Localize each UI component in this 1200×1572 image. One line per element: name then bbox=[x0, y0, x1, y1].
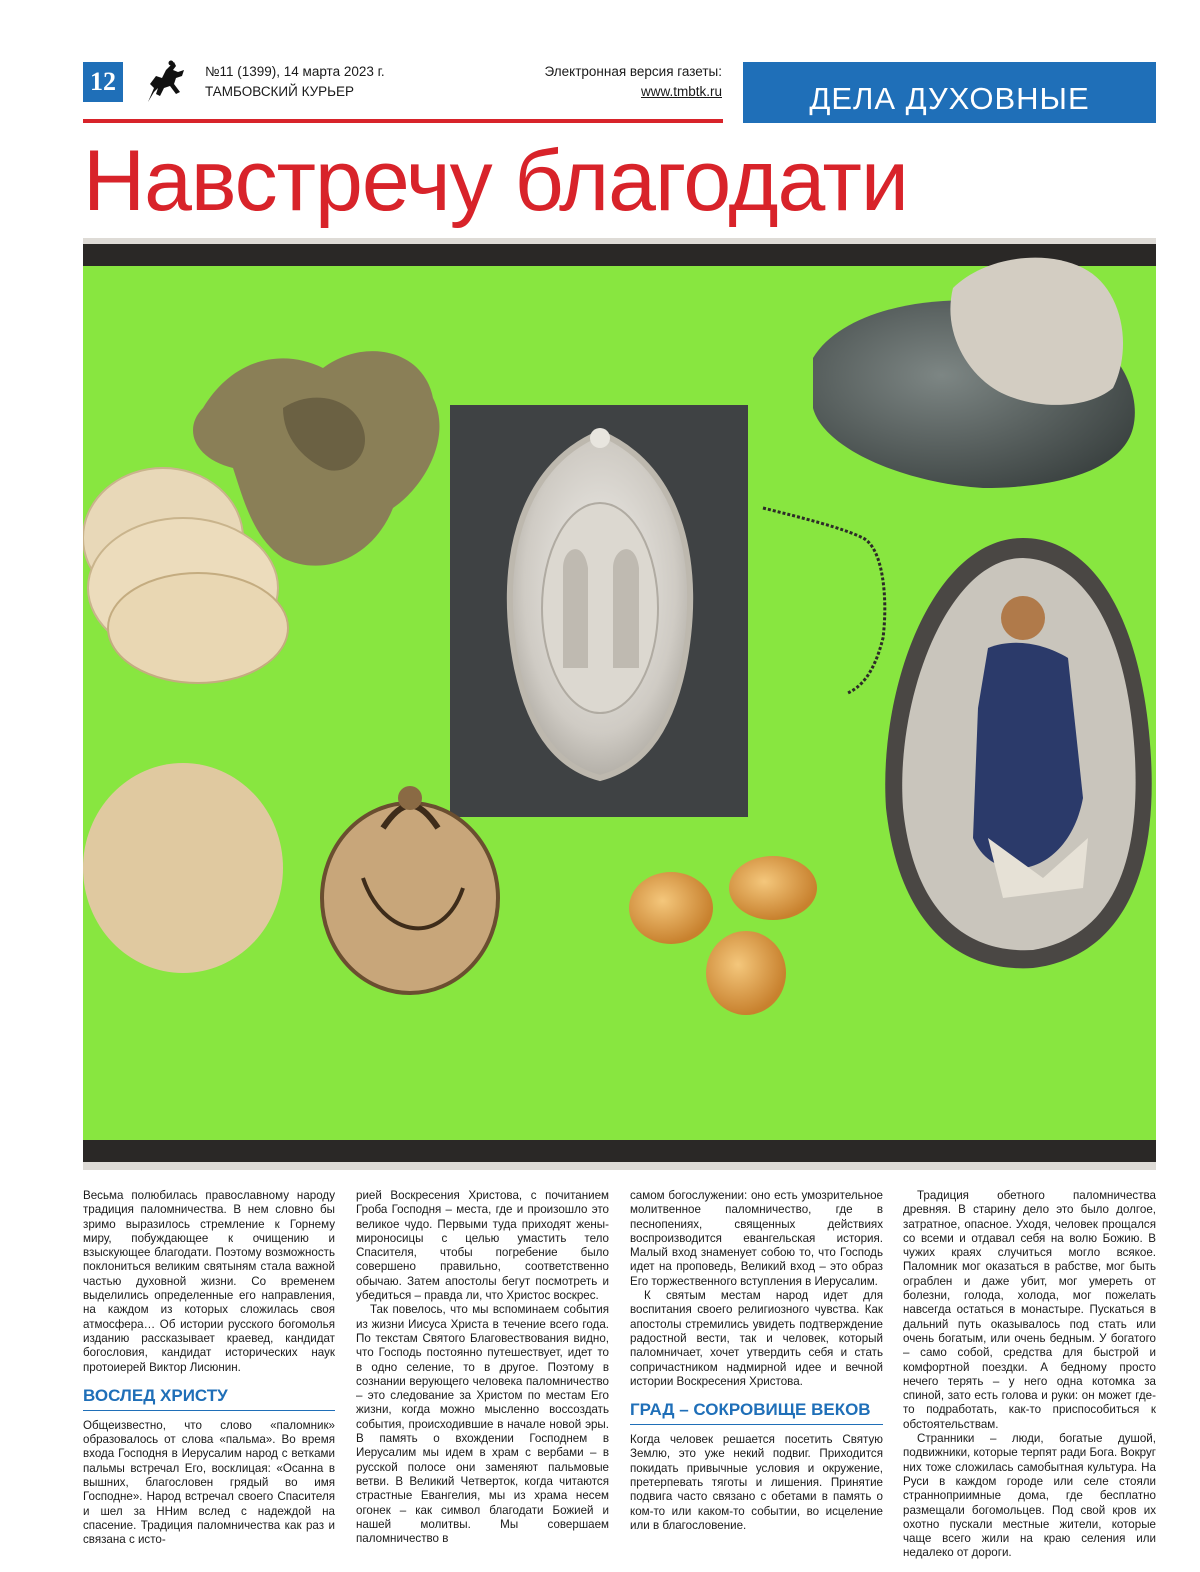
paragraph: Традиция обетного паломничества древняя. В старину дело это было долгое, затратное, опасное. Уходя, человек прощался со всеми и отдавал себя на волю Божию. В чужих краях случиться могло всякое. Паломник мог оказаться в рабстве, мог быть ограблен и даже убит, мог умереть от болезни, голода, холода, мог пожелать навсегда остаться в монастыре. Пускаться в дальний путь оказывалось под стать или очень богатым, или очень бедным. У богатого – само собой, средства для быстрой и комфортной поездки. А бедному просто нечего терять – у него одна котомка за спиной, зато есть голова и руки: он может где-то подработать, как-то приспособиться к обстоятельствам. bbox=[903, 1189, 1156, 1431]
page-number: 12 bbox=[83, 62, 123, 102]
paragraph: К святым местам народ идет для воспитания своего религиозного чувства. Как апостолы стремились увидеть подтверждение радостной вести, так и человек, который паломничает, хочет утвердить себя и стать сопричастником надмирной идее и вечной истории Воскресения Христова. bbox=[630, 1289, 883, 1388]
pearl-icon-item bbox=[450, 405, 748, 817]
section-title: ДЕЛА ДУХОВНЫЕ bbox=[809, 81, 1090, 116]
eversion-label: Электронная версия газеты: bbox=[544, 64, 722, 79]
paragraph: рией Воскресения Христова, с почитанием Гроба Господня – места, где и произошло это великое чудо. Первыми туда приходят жены-мироносицы с целью умастить тело Спасителя, чтобы погребение было совершено правильно, соответственно обычаю. Затем апостолы бегут посмотреть и убедиться – правда ли, что Христос воскрес. bbox=[356, 1189, 609, 1303]
eversion-link[interactable]: www.tmbtk.ru bbox=[640, 84, 722, 99]
paragraph: самом богослужении: оно есть умозрительное молитвенное паломничество, где в песнопениях, священных действиях воспроизводится евангельская история. Малый вход знаменует собою то, что Господь идет на проповедь, Великий вход – это образ Его торжественного вступления в Иерусалим. bbox=[630, 1189, 883, 1288]
article-column-2 bbox=[356, 1189, 609, 1546]
paragraph: Странники – люди, богатые душой, подвижники, которые терпят ради Бога. Вокруг них тоже сложилась самобытная культура. На Руси в каждом городе или селе стояли странноприимные дома, где бесплатно размещали богомольцев. Под свой кров их охотно пускали местные жители, которые чаще всего жили на краю селения или недалеко от дороги. bbox=[903, 1432, 1157, 1560]
horse-rider-logo-icon bbox=[140, 58, 190, 106]
article-column-1 bbox=[83, 1189, 335, 1548]
electronic-version bbox=[545, 62, 722, 102]
issue-info bbox=[205, 62, 385, 102]
header-divider bbox=[83, 119, 723, 123]
article-headline: Навстречу благодати bbox=[83, 133, 908, 229]
prosphora-item bbox=[83, 763, 283, 973]
paragraph: Общеизвестно, что слово «паломник» образовалось от слова «пальма». Во время входа Господня в Иерусалим народ с ветками пальмы встречал Его, восклицая: «Осанна в вышних, благословен грядый во имя Господне». Народ встречал своего Спасителя и шел за ННим вслед с надеждой на спасение. Традиция паломничества как раз и связана с исто- bbox=[83, 1418, 335, 1547]
issue-line: №11 (1399), 14 марта 2023 г. bbox=[205, 64, 385, 79]
lead-paragraph: Весьма полюбилась православному народу традиция паломничества. В нем словно бы зримо выразилось стремление к Горнему миру, побуждающее к очищению и взыскующее благодати. Поэтому возможность поклониться великим святыням стала важной частью духовной жизни. Со временем выделились определенные его направления, на каждом из которых сложилась своя атмосфера… Об истории русского богомолья изданию рассказывает краевед, кандидат богословия, кандидат исторических наук протоиерей Виктор Лисюнин. bbox=[83, 1189, 335, 1374]
paragraph: Когда человек решается посетить Святую Землю, это уже некий подвиг. Приходится покидать привычные условия и окружение, претерпевать тяготы и лишения. Принятие подвига часто связано с обетами в память о ком-то или каком-то событии, во исцеление или в благословение. bbox=[630, 1433, 883, 1532]
subhead-grad-sokrovishche: ГРАД – СОКРОВИЩЕ ВЕКОВ bbox=[630, 1399, 883, 1425]
section-banner bbox=[743, 62, 1156, 123]
paragraph: Так повелось, что мы вспоминаем события из жизни Иисуса Христа в течение всего года. По текстам Святого Благовествования видно, что Господь постоянно путешествует, идет то в одно селение, то в другое. Поэтому в сознании верующего человека паломничество – это следование за Христом по местам Его жизни, когда можно мысленно воссоздать события, происходившие в начале новой эры. В память о вхождении Господнем в Иерусалим мы идем в храм с вербами – в русской полосе они заменяют пальмовые ветви. В Великий Четверток, когда читаются страстные Евангелия, мы из храма несем огонек – как символ благодати Божией и нашей молитвы. Мы совершаем паломничество в bbox=[356, 1303, 609, 1546]
article-column-4 bbox=[903, 1189, 1156, 1561]
article-photo bbox=[83, 238, 1156, 1170]
subhead-vosled-khristu: ВОСЛЕД ХРИСТУ bbox=[83, 1385, 335, 1411]
paper-name: ТАМБОВСКИЙ КУРЬЕР bbox=[205, 84, 355, 99]
article-column-3 bbox=[630, 1189, 883, 1533]
